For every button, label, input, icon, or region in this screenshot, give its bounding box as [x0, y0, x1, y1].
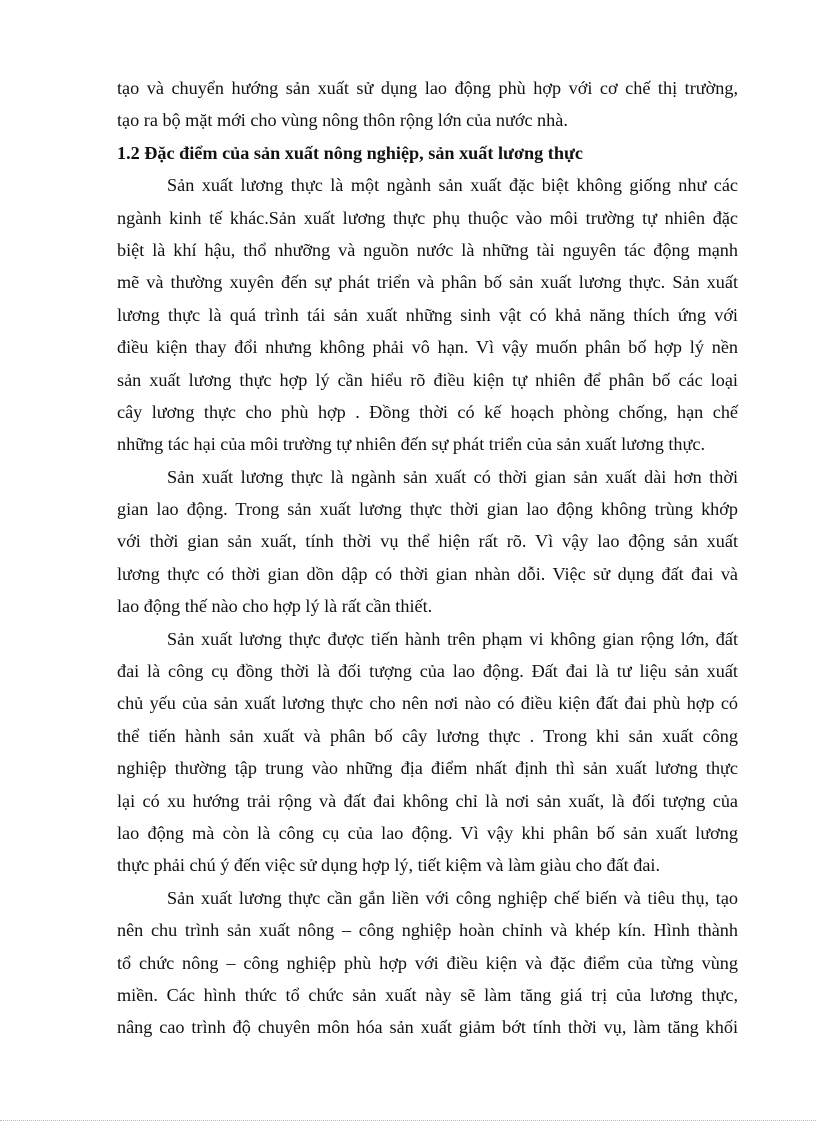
text-line: lương thực có thời gian dồn dập có thời gian nhàn dỗi. Việc sử dụng đất đai và: [117, 563, 738, 584]
text-line: sản xuất lương thực hợp lý cần hiểu rõ điều kiện tự nhiên để phân bố các loại: [117, 369, 738, 390]
section-heading: [117, 137, 738, 169]
paragraph: [117, 623, 738, 882]
text-line: lại có xu hướng trải rộng và đất đai không chỉ là nơi sản xuất, là đối tượng của: [117, 790, 738, 811]
text-line: điều kiện thay đổi nhưng không phải vô hạn. Vì vậy muốn phân bố hợp lý nền: [117, 337, 738, 358]
text-line: lương thực là quá trình tái sản xuất những sinh vật có khả năng thích ứng với: [117, 304, 738, 325]
text-line: tổ chức nông – công nghiệp phù hợp với điều kiện và đặc điểm của từng vùng: [117, 952, 738, 973]
paragraph: [117, 169, 738, 461]
text-line: Sản xuất lương thực được tiến hành trên phạm vi không gian rộng lớn, đất: [167, 628, 738, 649]
text-line: thể tiến hành sản xuất và phân bố cây lương thực . Trong khi sản xuất công: [117, 725, 738, 746]
text-line: mẽ và thường xuyên đến sự phát triển và phân bố sản xuất lương thực. Sản xuất: [117, 272, 738, 293]
text-line: nghiệp thường tập trung vào những địa điểm nhất định thì sản xuất lương thực: [117, 758, 738, 779]
document-page: [117, 72, 738, 1044]
text-line: Sản xuất lương thực là một ngành sản xuất đặc biệt không giống như các: [167, 175, 738, 196]
heading-text: 1.2 Đặc điểm của sản xuất nông nghiệp, sản xuất lương thực: [117, 142, 583, 163]
text-line: Sản xuất lương thực là ngành sản xuất có thời gian sản xuất dài hơn thời: [167, 466, 738, 487]
paragraph: [117, 461, 738, 623]
text-line: đai là công cụ đồng thời là đối tượng của lao động. Đất đai là tư liệu sản xuất: [117, 661, 738, 682]
text-line: với thời gian sản xuất, tính thời vụ thể hiện rất rõ. Vì vậy lao động sản xuất: [117, 531, 738, 552]
text-line: lao động mà còn là công cụ của lao động. Vì vậy khi phân bố sản xuất lương: [117, 822, 738, 843]
text-line: miền. Các hình thức tổ chức sản xuất này sẽ làm tăng giá trị của lương thực,: [117, 984, 738, 1005]
text-line: biệt là khí hậu, thổ nhưỡng và nguồn nước là những tài nguyên tác động mạnh: [117, 239, 738, 260]
text-line: tạo ra bộ mặt mới cho vùng nông thôn rộng lớn của nước nhà.: [117, 110, 568, 131]
text-line: ngành kinh tế khác.Sản xuất lương thực phụ thuộc vào môi trường tự nhiên đặc: [117, 207, 738, 228]
text-line: chủ yếu của sản xuất lương thực cho nên nơi nào có điều kiện đất đai phù hợp có: [117, 693, 738, 714]
text-line: gian lao động. Trong sản xuất lương thực thời gian lao động không trùng khớp: [117, 499, 738, 520]
paragraph: [117, 72, 738, 137]
text-line: tạo và chuyển hướng sản xuất sử dụng lao động phù hợp với cơ chế thị trường,: [117, 78, 738, 98]
page-bottom-rule: [0, 1120, 816, 1121]
text-line: nên chu trình sản xuất nông – công nghiệp hoàn chỉnh và khép kín. Hình thành: [117, 920, 738, 941]
text-line: những tác hại của môi trường tự nhiên đến sự phát triển của sản xuất lương thực.: [117, 434, 705, 455]
text-line: nâng cao trình độ chuyên môn hóa sản xuất giảm bớt tính thời vụ, làm tăng khối: [117, 1017, 738, 1038]
text-line: Sản xuất lương thực cần gắn liền với công nghiệp chế biến và tiêu thụ, tạo: [167, 887, 738, 908]
paragraph: [117, 882, 738, 1044]
text-line: lao động thế nào cho hợp lý là rất cần thiết.: [117, 596, 433, 617]
text-line: thực phải chú ý đến việc sử dụng hợp lý, tiết kiệm và làm giàu cho đất đai.: [117, 855, 660, 876]
text-line: cây lương thực cho phù hợp . Đồng thời có kế hoạch phòng chống, hạn chế: [117, 401, 738, 422]
